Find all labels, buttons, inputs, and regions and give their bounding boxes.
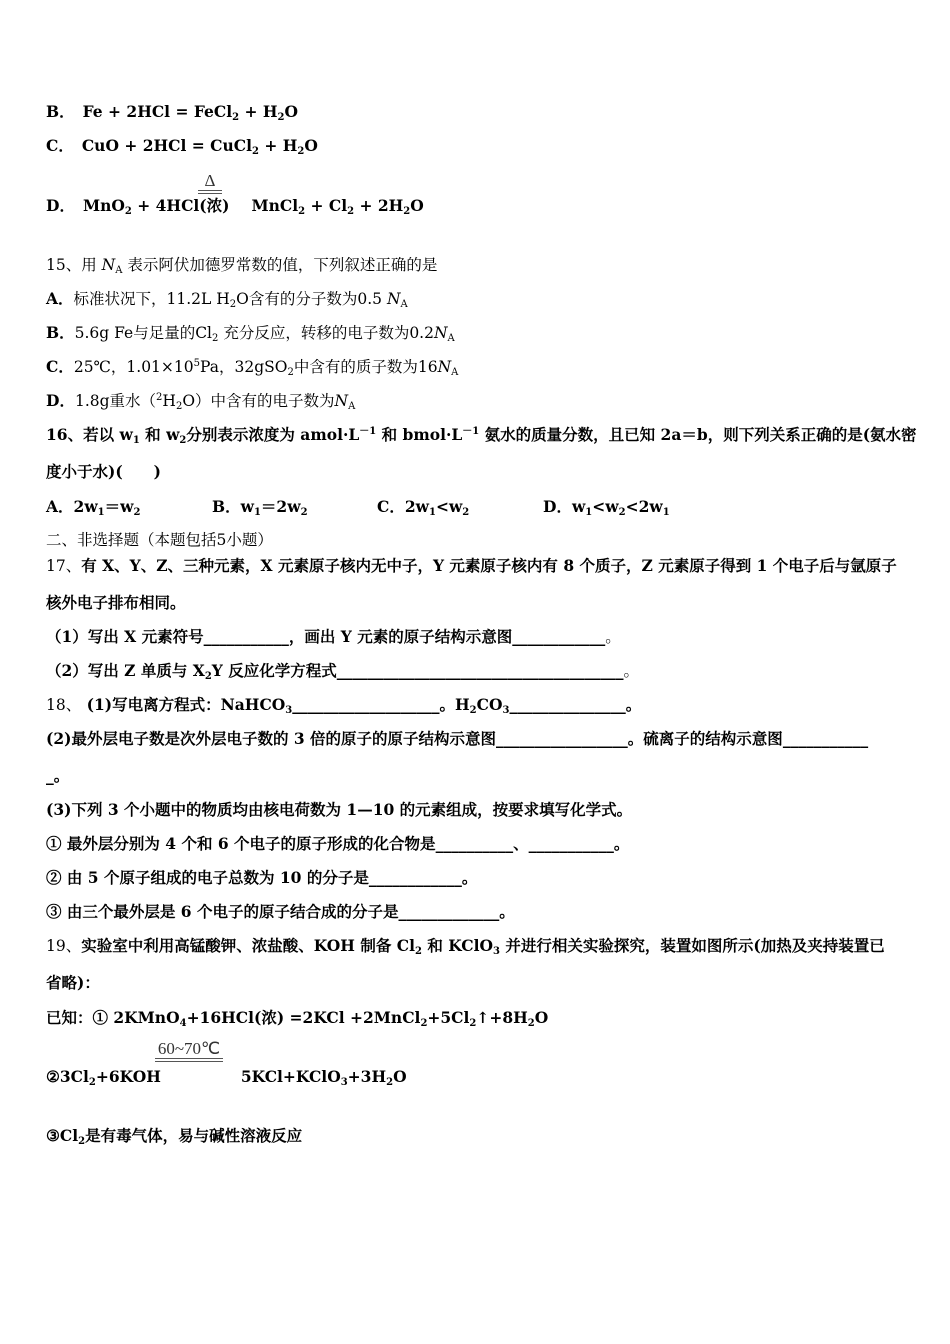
q18-part3-item2: ② 由 5 个原子组成的电子总数为 10 的分子是____________。 — [46, 868, 478, 887]
section-heading: 二、非选择题（本题包括5小题） — [46, 531, 273, 549]
q17-stem-line2: 核外电子排布相同。 — [46, 593, 186, 612]
q17-stem-line1: 17、有 X、Y、Z、三种元素，X 元素原子核内无中子，Y 元素原子核内有 8 个质子，Z 元素原子得到 1 个电子后与氩原子 — [46, 556, 897, 575]
q14-option-d: D． MnO$_2$ + 4HCl(浓) MnCl$_2$ + $Cl_2 + 2H_2O$ — [46, 196, 424, 217]
q14-option-b: B． Fe + 2HCl = FeCl$_2$ + $H_2O$ — [46, 102, 298, 123]
q18-part2: (2)最外层电子数是次外层电子数的 3 倍的原子的原子结构示意图_________________。硫离子的结构示意图___________ — [46, 729, 869, 748]
q16-option-b: B．$w_1=2w_2$ — [212, 497, 308, 518]
q16-stem-line1: 16、若以 $w_1$ 和 $w_2$分别表示浓度为 $amol\cdot L^{-1}$ 和 $bmol\cdot L^{-1}$ 氨水的质量分数，且已知 2a＝b，则下列关系正确的是(氨水密 — [46, 425, 917, 446]
q15-stem: 15、用 $N_A$ 表示阿伏加德罗常数的值，下列叙述正确的是 — [46, 256, 438, 276]
q15-option-d: D．1.8g重水$(^2H_2O)$中含有的电子数为$N_A$ — [46, 391, 356, 412]
q15-option-a: A．标准状况下，11.2L $H_2O$含有的分子数为0.5 $N_A$ — [46, 289, 408, 310]
q19-known-1: 已知：① 2KMnO$_4$+16HCl(浓) $=2KCl +2MnCl_2+5Cl_2↑+8H_2O$ — [46, 1008, 549, 1029]
q19-stem-line2: 省略)： — [46, 973, 100, 992]
q14-option-c: C． CuO + 2HCl = CuCl$_2$ + $H_2O$ — [46, 136, 318, 157]
q19-stem-line1: 19、实验室中利用高锰酸钾、浓盐酸、KOH 制备 $Cl_2$ 和 KClO$_3$ 并进行相关实验探究，装置如图所示(加热及夹持装置已 — [46, 936, 885, 957]
q16-option-a: A．$2w_1=w_2$ — [46, 497, 141, 518]
q19-known-3: $③Cl_2$是有毒气体，易与碱性溶液反应 — [46, 1126, 303, 1147]
q18-part1: 18、 (1)写电离方程式：NaHCO$_3$___________________。$H_2CO_3\_\_\_\_\_\_\_\_\_\_\_\_\_\_\_$。 — [46, 695, 642, 716]
q15-option-c: C．25℃，$1.01\times 10^5Pa$，32gSO$_2$中含有的质子数为$16N_A$ — [46, 357, 459, 378]
q15-option-b: B．5.6g Fe与足量的$Cl_2$ 充分反应，转移的电子数为$0.2N_A$ — [46, 323, 455, 344]
q17-part1: （1）写出 X 元素符号___________，画出 Y 元素的原子结构示意图____________。 — [46, 627, 621, 646]
q16-stem-line2: 度小于水)( ) — [46, 462, 162, 481]
q18-part3-item3: ③ 由三个最外层是 6 个电子的原子结合成的分子是_____________。 — [46, 902, 515, 921]
q18-part3-stem: (3)下列 3 个小题中的物质均由核电荷数为 1—10 的元素组成，按要求填写化学式。 — [46, 800, 633, 819]
q16-option-d: D．$w_1<w_2<2w_1$ — [543, 497, 670, 518]
q16-option-c: C．$2w_1<w_2$ — [377, 497, 470, 518]
temperature-condition: 60~70℃ — [155, 1040, 223, 1062]
heating-condition: Δ — [198, 172, 222, 194]
q18-part2-cont: _。 — [46, 766, 70, 785]
q19-known-2: $②3Cl_2+6KOH$ $5KCl+KClO_3+3H_2O$ — [46, 1067, 407, 1088]
q18-part3-item1: ① 最外层分别为 4 个和 6 个电子的原子形成的化合物是__________、___________。 — [46, 834, 630, 853]
q17-part2: （2）写出 Z 单质与 $X_2Y$ 反应化学方程式_____________________________________。 — [46, 661, 640, 682]
